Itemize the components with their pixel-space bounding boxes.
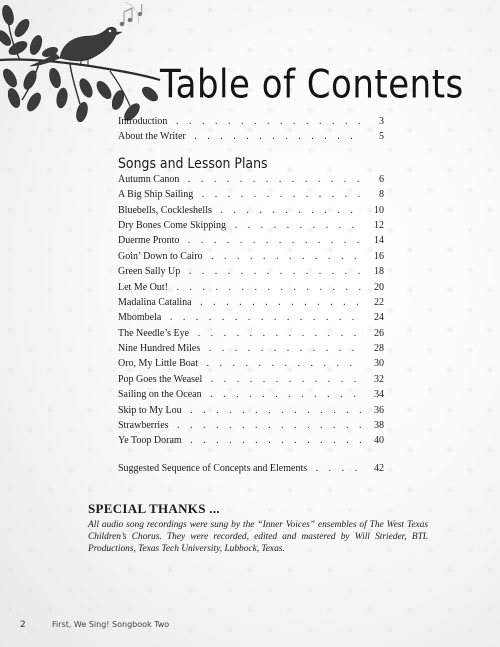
toc-leader-dots: . . . . . . . . . . . . . (187, 131, 357, 143)
page-title: Table of Contents (160, 62, 464, 108)
toc-leader-dots: . . . . (309, 462, 362, 474)
toc-leader-dots: . . . . . . . . . . . . . (191, 327, 361, 339)
toc-leader-dots: . . . . . . . . . . . (213, 204, 357, 216)
toc-leader-dots: . . . . . . . . . . . . . . . (169, 116, 365, 127)
toc-entry-page: 12 (374, 219, 384, 231)
toc-entry-title: Green Sally Up (118, 266, 181, 278)
toc-leader-dots: . . . . . . . . . . . . . . . (163, 312, 359, 324)
toc-entry-page: 38 (374, 420, 384, 432)
toc-entry (118, 114, 384, 129)
toc-entry (118, 372, 384, 387)
toc-entry-page: 42 (374, 462, 384, 474)
toc-leader-dots: . . . . . . . . . . . . (203, 389, 360, 401)
toc-entry-title: Pop Goes the Weasel (118, 373, 203, 385)
toc-entry-page: 28 (374, 343, 384, 355)
toc-entry-title: Goin’ Down to Cairo (118, 250, 203, 262)
toc-entry-title: Bluebells, Cockleshells (118, 204, 212, 216)
toc-entry-title: Autumn Canon (118, 173, 180, 185)
toc-entry (118, 203, 384, 218)
toc-entry (118, 310, 384, 325)
toc-leader-dots: . . . . . . . . . . (228, 219, 359, 231)
toc-entry (118, 172, 384, 187)
back-matter-list (118, 461, 384, 476)
toc-entry-page: 20 (374, 281, 384, 293)
toc-entry-title: Ye Toop Doram (118, 435, 182, 447)
toc-entry (118, 403, 384, 418)
toc-entry-page: 24 (374, 312, 384, 324)
toc-entry-page: 5 (379, 131, 384, 143)
toc-entry-title: Introduction (118, 116, 168, 127)
bird-branch-illustration (0, 0, 175, 125)
toc-entry-title: Strawberries (118, 420, 169, 432)
toc-entry-title: About the Writer (118, 131, 186, 143)
toc-entry-title: Skip to My Lou (118, 404, 182, 416)
toc-leader-dots: . . . . . . . . . . . . . . . (170, 281, 365, 293)
toc-entry-title: Dry Bones Come Skipping (118, 219, 227, 231)
toc-entry (118, 418, 384, 433)
toc-entry-page: 40 (374, 435, 384, 447)
toc-leader-dots: . . . . . . . . . . . . . . (183, 435, 366, 447)
toc-entry (118, 187, 384, 202)
toc-entry (118, 249, 384, 264)
toc-entry-title: Oro, My Little Boat (118, 358, 198, 370)
toc-entry (118, 233, 384, 248)
toc-leader-dots: . . . . . . . . . . . . . . . (170, 420, 366, 432)
toc-leader-dots: . . . . . . . . . . . . (200, 358, 356, 370)
toc-entry-title: Sailing on the Ocean (118, 389, 202, 401)
special-thanks-heading: SPECIAL THANKS ... (88, 501, 220, 516)
toc-entry-title: Mbombela (118, 312, 162, 324)
toc-entry (118, 264, 384, 279)
toc-entry-title: Duerme Pronto (118, 235, 180, 247)
toc-leader-dots: . . . . . . . . . . . . (204, 373, 361, 385)
toc-leader-dots: . . . . . . . . . . . . . . (183, 404, 366, 416)
toc-leader-dots: . . . . . . . . . . . . (204, 250, 361, 262)
toc-entry-page: 10 (374, 204, 384, 216)
footer-book-title: First, We Sing! Songbook Two (52, 620, 170, 629)
special-thanks (88, 501, 428, 556)
toc-entry-page: 26 (374, 327, 384, 339)
songs-list (118, 172, 384, 449)
toc-leader-dots: . . . . . . . . . . . . . . (182, 266, 365, 278)
toc-entry-page: 8 (379, 189, 384, 201)
toc-entry-title: Let Me Out! (118, 281, 168, 293)
toc-entry-page: 22 (374, 296, 384, 308)
toc-entry-page: 30 (374, 358, 384, 370)
toc-entry-title: Suggested Sequence of Concepts and Elements (118, 462, 308, 474)
table-of-contents (118, 114, 384, 476)
toc-entry (118, 387, 384, 402)
toc-entry-page: 6 (379, 173, 384, 185)
section-heading: Songs and Lesson Plans (118, 154, 268, 172)
toc-leader-dots: . . . . . . . . . . . . . (195, 189, 365, 201)
toc-leader-dots: . . . . . . . . . . . . . (193, 296, 363, 308)
toc-entry-page: 36 (374, 404, 384, 416)
special-thanks-body: All audio song recordings were sung by the “Inner Voices” ensembles of The West Texas Children’s Chorus. They were recorded, edited and mastered by Will Strieder, BTL Productions, Texas Tech University, Lubbock, Texas. (88, 520, 428, 555)
toc-entry (118, 295, 384, 310)
toc-leader-dots: . . . . . . . . . . . . (202, 343, 359, 355)
toc-entry-page: 18 (374, 266, 384, 278)
front-matter-list (118, 114, 384, 145)
toc-entry (118, 326, 384, 341)
toc-entry-page: 14 (374, 235, 384, 247)
toc-entry-page: 3 (379, 116, 384, 127)
toc-entry (118, 356, 384, 371)
toc-entry (118, 461, 384, 476)
toc-entry (118, 341, 384, 356)
toc-entry-title: A Big Ship Sailing (118, 189, 194, 201)
toc-entry (118, 433, 384, 448)
toc-leader-dots: . . . . . . . . . . . . . . (181, 173, 364, 185)
toc-leader-dots: . . . . . . . . . . . . . . (181, 235, 364, 247)
toc-entry-title: Nine Hundred Miles (118, 343, 201, 355)
toc-entry-title: Madalina Catalina (118, 296, 192, 308)
toc-entry (118, 218, 384, 233)
toc-entry (118, 129, 384, 144)
toc-entry (118, 280, 384, 295)
toc-entry-page: 16 (374, 250, 384, 262)
toc-entry-page: 34 (374, 389, 384, 401)
toc-entry-title: The Needle’s Eye (118, 327, 190, 339)
toc-entry-page: 32 (374, 373, 384, 385)
footer-page-number: 2 (20, 620, 26, 630)
